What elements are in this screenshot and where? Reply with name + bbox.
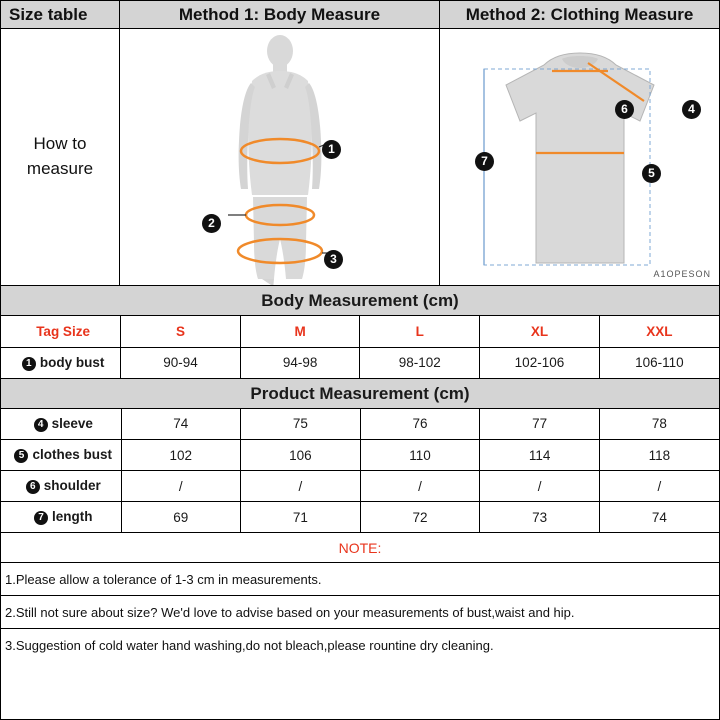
- marker-4: 4: [682, 100, 701, 119]
- how-to-measure-column: [1, 1, 120, 285]
- body-figure-illustration: [120, 29, 439, 285]
- table-row: [1, 471, 719, 502]
- cell-body-bust-m: 94-98: [240, 347, 360, 378]
- marker-5: 5: [642, 164, 661, 183]
- note-line-1: 1.Please allow a tolerance of 1-3 cm in measurements.: [1, 563, 719, 596]
- cell-sleeve-l: 76: [360, 409, 480, 440]
- body-measurement-table: [1, 316, 719, 379]
- method1-column: [120, 1, 440, 285]
- cell-length-xxl: 74: [599, 502, 719, 533]
- how-to-measure-text: How to measure: [1, 29, 119, 285]
- cell-clothes-bust-s: 102: [121, 440, 241, 471]
- cell-body-bust-xxl: 106-110: [599, 347, 719, 378]
- body-figure-panel: [120, 29, 439, 285]
- product-measurement-title: Product Measurement (cm): [1, 379, 719, 409]
- row-label-clothes-bust: [1, 440, 121, 471]
- row-label-sleeve: [1, 409, 121, 440]
- cell-clothes-bust-xxl: 118: [599, 440, 719, 471]
- brand-watermark: A1OPESON: [653, 269, 711, 279]
- row-label-text: length: [52, 509, 93, 524]
- marker-1: 1: [322, 140, 341, 159]
- method2-column: [440, 1, 719, 285]
- note-title: NOTE:: [1, 533, 719, 563]
- size-header-xl: XL: [480, 316, 600, 347]
- row-label-length: [1, 502, 121, 533]
- product-measurement-table: [1, 409, 719, 534]
- size-header-m: M: [240, 316, 360, 347]
- method2-header: Method 2: Clothing Measure: [440, 1, 719, 29]
- cell-shoulder-m: /: [241, 471, 361, 502]
- cell-body-bust-l: 98-102: [360, 347, 480, 378]
- size-header-xxl: XXL: [599, 316, 719, 347]
- table-row: [1, 409, 719, 440]
- cell-sleeve-xl: 77: [480, 409, 600, 440]
- marker-6-inline: 6: [26, 480, 40, 494]
- note-line-2: 2.Still not sure about size? We'd love to advise based on your measurements of bust,waist and hip.: [1, 596, 719, 629]
- cell-shoulder-s: /: [121, 471, 241, 502]
- table-row: [1, 347, 719, 378]
- table-row: [1, 502, 719, 533]
- row-label-shoulder: [1, 471, 121, 502]
- cell-body-bust-xl: 102-106: [480, 347, 600, 378]
- row-label-body-bust: [1, 347, 121, 378]
- cell-length-l: 72: [360, 502, 480, 533]
- shirt-figure-panel: [440, 29, 719, 285]
- cell-clothes-bust-xl: 114: [480, 440, 600, 471]
- cell-body-bust-s: 90-94: [121, 347, 241, 378]
- table-row: [1, 440, 719, 471]
- marker-7: 7: [475, 152, 494, 171]
- note-line-3: 3.Suggestion of cold water hand washing,do not bleach,please rountine dry cleaning.: [5, 638, 494, 653]
- cell-sleeve-s: 74: [121, 409, 241, 440]
- marker-5-inline: 5: [14, 449, 28, 463]
- cell-length-m: 71: [241, 502, 361, 533]
- cell-sleeve-xxl: 78: [599, 409, 719, 440]
- size-header-s: S: [121, 316, 241, 347]
- row-label-text: body bust: [39, 354, 105, 370]
- marker-1-inline: 1: [22, 357, 36, 371]
- marker-3: 3: [324, 250, 343, 269]
- size-table-header: Size table: [1, 1, 119, 29]
- cell-shoulder-xxl: /: [599, 471, 719, 502]
- marker-4-inline: 4: [34, 418, 48, 432]
- row-label-text: shoulder: [43, 478, 101, 493]
- table-header-row: [1, 316, 719, 347]
- marker-6: 6: [615, 100, 634, 119]
- cell-length-s: 69: [121, 502, 241, 533]
- cell-sleeve-m: 75: [241, 409, 361, 440]
- cell-clothes-bust-m: 106: [241, 440, 361, 471]
- cell-shoulder-l: /: [360, 471, 480, 502]
- diagram-row: [1, 1, 719, 286]
- row-label-text: clothes bust: [32, 447, 112, 462]
- tag-size-label: Tag Size: [1, 316, 121, 347]
- size-header-l: L: [360, 316, 480, 347]
- marker-7-inline: 7: [34, 511, 48, 525]
- cell-shoulder-xl: /: [480, 471, 600, 502]
- marker-2: 2: [202, 214, 221, 233]
- row-label-text: sleeve: [51, 415, 93, 431]
- body-measurement-title: Body Measurement (cm): [1, 286, 719, 316]
- cell-length-xl: 73: [480, 502, 600, 533]
- method1-header: Method 1: Body Measure: [120, 1, 439, 29]
- cell-clothes-bust-l: 110: [360, 440, 480, 471]
